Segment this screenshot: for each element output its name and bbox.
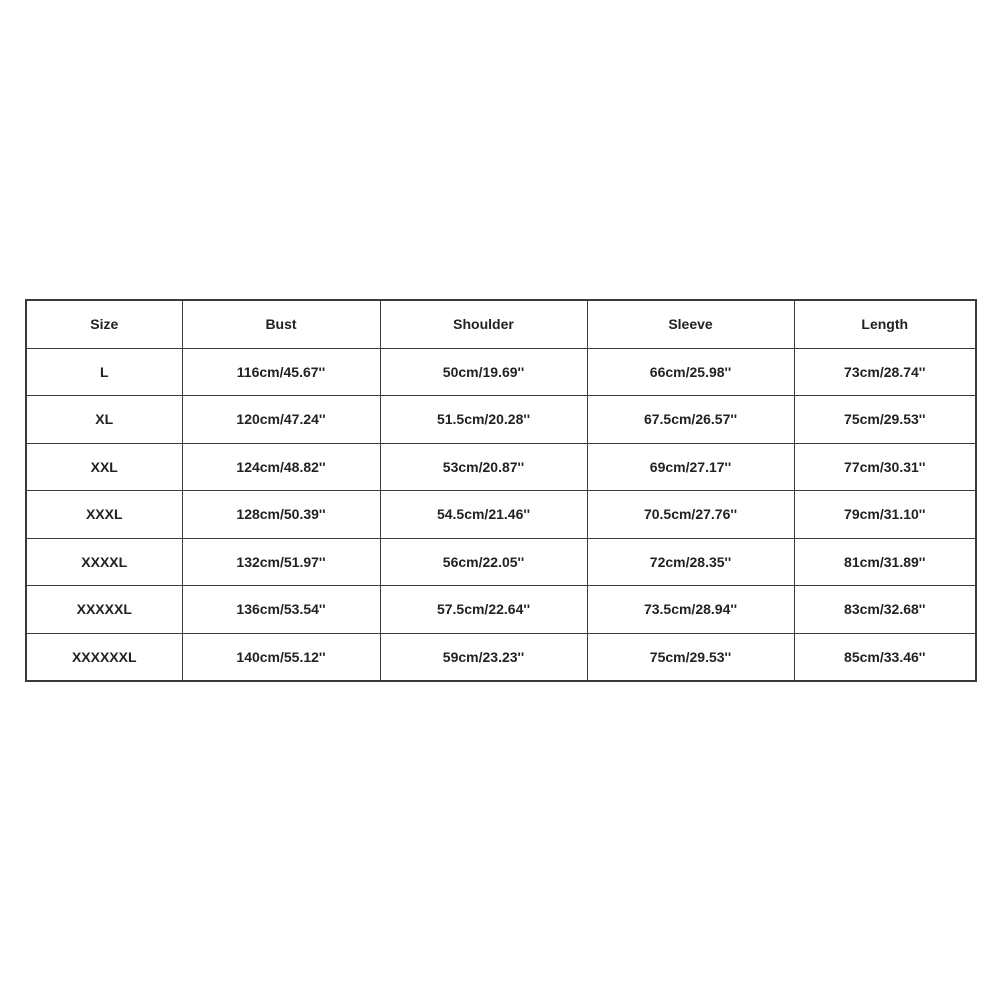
table-row	[26, 348, 976, 396]
cell-shoulder: 54.5cm/21.46''	[380, 491, 587, 539]
table-row	[26, 491, 976, 539]
cell-sleeve: 73.5cm/28.94''	[587, 586, 794, 634]
cell-length: 81cm/31.89''	[794, 538, 976, 586]
cell-shoulder: 53cm/20.87''	[380, 443, 587, 491]
cell-length: 79cm/31.10''	[794, 491, 976, 539]
cell-size: XXXXL	[26, 538, 182, 586]
table-row	[26, 633, 976, 681]
cell-sleeve: 75cm/29.53''	[587, 633, 794, 681]
cell-length: 73cm/28.74''	[794, 348, 976, 396]
header-bust: Bust	[182, 300, 380, 348]
cell-sleeve: 70.5cm/27.76''	[587, 491, 794, 539]
cell-sleeve: 66cm/25.98''	[587, 348, 794, 396]
cell-size: XXXL	[26, 491, 182, 539]
header-sleeve: Sleeve	[587, 300, 794, 348]
cell-shoulder: 57.5cm/22.64''	[380, 586, 587, 634]
cell-length: 77cm/30.31''	[794, 443, 976, 491]
table-row	[26, 396, 976, 444]
cell-sleeve: 69cm/27.17''	[587, 443, 794, 491]
cell-bust: 136cm/53.54''	[182, 586, 380, 634]
cell-shoulder: 59cm/23.23''	[380, 633, 587, 681]
cell-size: XL	[26, 396, 182, 444]
cell-length: 75cm/29.53''	[794, 396, 976, 444]
table-row	[26, 538, 976, 586]
cell-bust: 124cm/48.82''	[182, 443, 380, 491]
cell-shoulder: 56cm/22.05''	[380, 538, 587, 586]
cell-size: L	[26, 348, 182, 396]
header-shoulder: Shoulder	[380, 300, 587, 348]
table-header-row	[26, 300, 976, 348]
cell-bust: 128cm/50.39''	[182, 491, 380, 539]
cell-sleeve: 72cm/28.35''	[587, 538, 794, 586]
table-row	[26, 586, 976, 634]
cell-shoulder: 50cm/19.69''	[380, 348, 587, 396]
cell-sleeve: 67.5cm/26.57''	[587, 396, 794, 444]
cell-bust: 140cm/55.12''	[182, 633, 380, 681]
cell-length: 85cm/33.46''	[794, 633, 976, 681]
cell-size: XXXXXL	[26, 586, 182, 634]
cell-size: XXL	[26, 443, 182, 491]
cell-bust: 132cm/51.97''	[182, 538, 380, 586]
header-length: Length	[794, 300, 976, 348]
cell-bust: 116cm/45.67''	[182, 348, 380, 396]
table-row	[26, 443, 976, 491]
header-size: Size	[26, 300, 182, 348]
cell-shoulder: 51.5cm/20.28''	[380, 396, 587, 444]
cell-length: 83cm/32.68''	[794, 586, 976, 634]
cell-size: XXXXXXL	[26, 633, 182, 681]
size-chart-table	[25, 299, 977, 682]
cell-bust: 120cm/47.24''	[182, 396, 380, 444]
